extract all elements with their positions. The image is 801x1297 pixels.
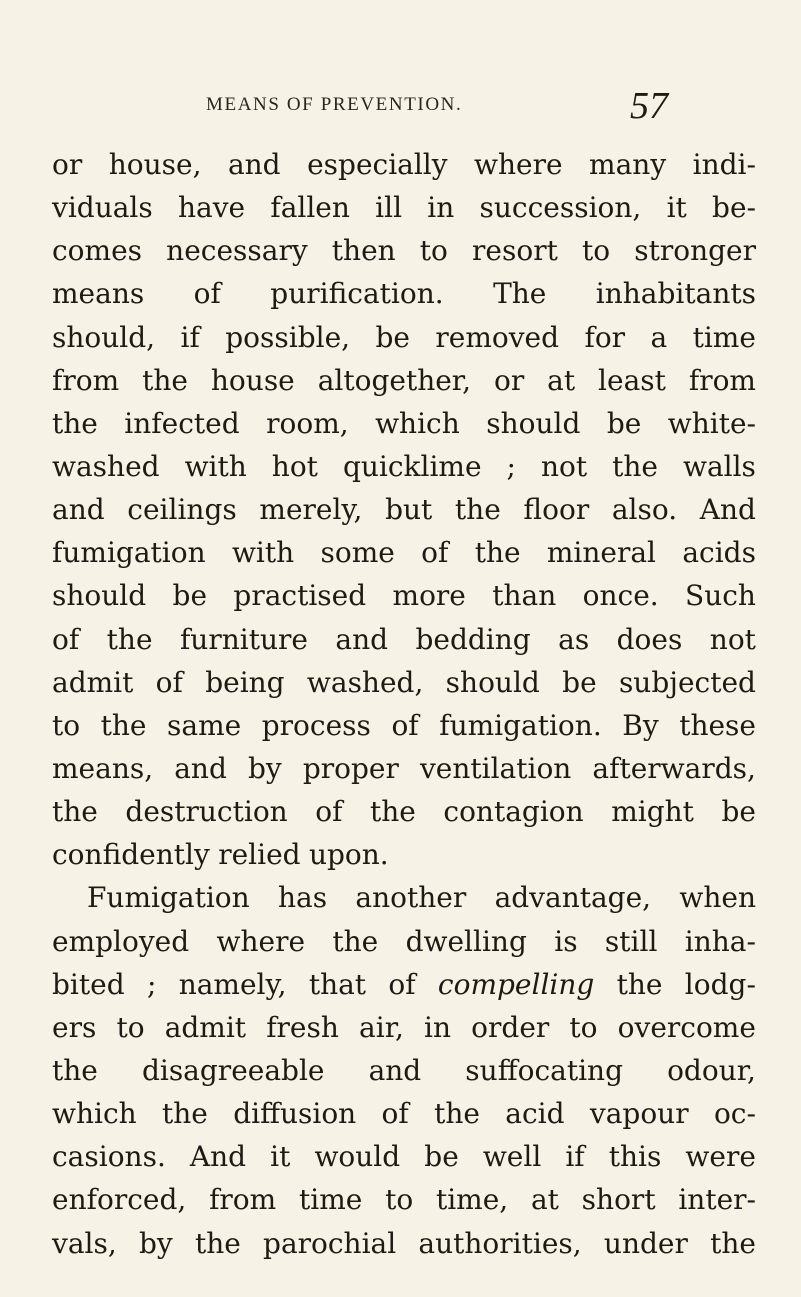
- word: succession,: [479, 191, 642, 225]
- word: the: [142, 363, 188, 397]
- word: And: [699, 493, 756, 527]
- text-line: [52, 186, 756, 229]
- word: upon.: [308, 838, 389, 872]
- word: a: [650, 320, 668, 354]
- text-line: [52, 1222, 756, 1265]
- word: another: [355, 881, 467, 915]
- word: comes: [52, 234, 143, 268]
- text-line: [52, 661, 756, 704]
- word: By: [622, 708, 659, 742]
- word: removed: [435, 320, 560, 354]
- word: when: [679, 881, 756, 915]
- page-number: 57: [630, 85, 668, 127]
- word: ill: [375, 191, 403, 225]
- word: should: [52, 579, 147, 613]
- word: well: [482, 1140, 542, 1174]
- word: casions.: [52, 1140, 166, 1174]
- word: from: [688, 363, 756, 397]
- word: fresh: [266, 1010, 339, 1044]
- word: diffusion: [233, 1097, 357, 1131]
- word: the: [434, 1097, 480, 1131]
- word: where: [474, 148, 563, 181]
- word: and: [368, 1053, 422, 1087]
- word: to: [385, 1183, 414, 1217]
- word: be: [172, 579, 208, 613]
- word: where: [216, 924, 306, 958]
- word: and: [227, 148, 281, 181]
- word: lodg-: [684, 967, 756, 1001]
- word: the: [612, 449, 658, 483]
- word: and: [335, 622, 389, 656]
- word: process: [261, 708, 371, 742]
- word: least: [598, 363, 666, 397]
- word: indi-: [692, 148, 756, 181]
- word: house,: [108, 148, 202, 181]
- text-line-paragraph-end: [52, 833, 756, 876]
- word: for: [584, 320, 626, 354]
- word: at: [530, 1183, 559, 1217]
- text-line: [52, 574, 756, 617]
- word: the: [52, 795, 98, 829]
- word: fumigation.: [439, 708, 602, 742]
- word: the: [474, 536, 521, 570]
- text-line: [52, 359, 756, 402]
- word: of: [421, 536, 449, 570]
- word: is: [554, 924, 578, 958]
- word: of: [381, 1097, 409, 1131]
- word: of: [315, 795, 343, 829]
- word: overcome: [617, 1010, 756, 1044]
- word: vals,: [52, 1226, 117, 1260]
- text-line: [52, 143, 756, 186]
- word: especially: [307, 148, 448, 181]
- word: mineral: [546, 536, 657, 570]
- word: relied: [218, 838, 301, 872]
- word: means,: [52, 751, 154, 785]
- word: have: [177, 191, 246, 225]
- word: were: [685, 1140, 756, 1174]
- text-line: [52, 229, 756, 272]
- word: the: [194, 1226, 241, 1260]
- word: advantage,: [494, 881, 652, 915]
- text-line: [52, 747, 756, 790]
- word: oc-: [713, 1097, 756, 1131]
- word: compelling: [437, 967, 595, 1001]
- word: from: [52, 363, 120, 397]
- word: fumigation: [52, 536, 206, 570]
- word: of: [155, 665, 183, 699]
- word: same: [167, 708, 242, 742]
- word: not: [709, 622, 756, 656]
- word: that: [308, 967, 367, 1001]
- word: subjected: [618, 665, 756, 699]
- word: walls: [682, 449, 756, 483]
- word: inter-: [678, 1183, 756, 1217]
- word: fallen: [270, 191, 350, 225]
- text-line: [52, 272, 756, 315]
- word: room,: [266, 406, 349, 440]
- word: enforced,: [52, 1183, 187, 1217]
- word: bited: [52, 967, 125, 1001]
- word: disagreeable: [141, 1053, 325, 1087]
- word: and: [174, 751, 227, 785]
- word: should: [445, 665, 540, 699]
- word: with: [184, 449, 247, 483]
- word: viduals: [52, 191, 153, 225]
- text-line: [52, 920, 756, 963]
- word: more: [392, 579, 466, 613]
- word: if: [565, 1140, 585, 1174]
- word: from: [209, 1183, 277, 1217]
- body-text: [52, 143, 756, 1265]
- word: time: [692, 320, 756, 354]
- word: dwelling: [405, 924, 527, 958]
- word: altogether,: [317, 363, 472, 397]
- word: of: [193, 277, 221, 311]
- word: confidently: [52, 838, 210, 872]
- word: white-: [667, 406, 756, 440]
- word: be: [375, 320, 410, 354]
- running-head: [40, 85, 760, 128]
- word: ;: [506, 449, 516, 483]
- word: which: [52, 1097, 137, 1131]
- word: would: [314, 1140, 401, 1174]
- word: to: [419, 234, 448, 268]
- text-line: [52, 488, 756, 531]
- word: to: [116, 1010, 145, 1044]
- word: once.: [582, 579, 659, 613]
- word: practised: [233, 579, 367, 613]
- word: The: [493, 277, 547, 311]
- word: the: [710, 1226, 756, 1260]
- text-line: [52, 316, 756, 359]
- word: also.: [611, 493, 678, 527]
- text-line: [52, 402, 756, 445]
- word: employed: [52, 924, 190, 958]
- word: inha-: [684, 924, 756, 958]
- text-line: [52, 1049, 756, 1092]
- word: if: [180, 320, 200, 354]
- word: this: [608, 1140, 662, 1174]
- word: and: [52, 493, 105, 527]
- word: house: [210, 363, 295, 397]
- word: contagion: [443, 795, 584, 829]
- word: afterwards,: [592, 751, 756, 785]
- text-line: [52, 790, 756, 833]
- word: purification.: [270, 277, 444, 311]
- word: be: [721, 795, 756, 829]
- word: infected: [124, 406, 240, 440]
- word: ;: [146, 967, 157, 1001]
- word: the: [106, 622, 153, 656]
- word: the: [616, 967, 663, 1001]
- word: inhabitants: [595, 277, 756, 311]
- word: to: [581, 234, 611, 268]
- word: washed,: [306, 665, 424, 699]
- word: still: [604, 924, 658, 958]
- text-line-paragraph-start: [52, 876, 756, 919]
- word: then: [331, 234, 396, 268]
- text-line: [52, 1178, 756, 1221]
- word: odour,: [667, 1053, 756, 1087]
- word: furniture: [179, 622, 308, 656]
- word: proper: [302, 751, 399, 785]
- word: ventilation: [419, 751, 572, 785]
- word: but: [385, 493, 433, 527]
- text-line: [52, 1092, 756, 1135]
- word: the: [52, 1053, 98, 1087]
- word: possible,: [225, 320, 351, 354]
- word: at: [547, 363, 576, 397]
- text-line: [52, 963, 756, 1006]
- word: does: [616, 622, 683, 656]
- word: admit: [164, 1010, 247, 1044]
- text-line: [52, 1006, 756, 1049]
- word: by: [247, 751, 282, 785]
- word: be: [562, 665, 597, 699]
- word: by: [138, 1226, 173, 1260]
- text-line: [52, 445, 756, 488]
- word: be-: [712, 191, 756, 225]
- word: should: [486, 406, 581, 440]
- word: vapour: [589, 1097, 689, 1131]
- word: many: [589, 148, 667, 181]
- text-line: [52, 618, 756, 661]
- word: it: [270, 1140, 291, 1174]
- word: quicklime: [342, 449, 482, 483]
- word: time: [298, 1183, 363, 1217]
- word: being: [205, 665, 285, 699]
- word: floor: [523, 493, 590, 527]
- word: the: [332, 924, 379, 958]
- word: namely,: [178, 967, 287, 1001]
- word: the: [100, 708, 147, 742]
- word: Such: [685, 579, 756, 613]
- word: resort: [472, 234, 558, 268]
- text-line: [52, 531, 756, 574]
- word: parochial: [263, 1226, 397, 1260]
- word: to: [569, 1010, 598, 1044]
- word: And: [189, 1140, 247, 1174]
- word: to: [52, 708, 81, 742]
- word: air,: [359, 1010, 404, 1044]
- word: should,: [52, 320, 156, 354]
- word: admit: [52, 665, 134, 699]
- word: of: [388, 967, 416, 1001]
- word: suffocating: [465, 1053, 623, 1087]
- word: has: [278, 881, 328, 915]
- word: as: [558, 622, 590, 656]
- word: which: [375, 406, 460, 440]
- word: short: [581, 1183, 656, 1217]
- word: with: [231, 536, 295, 570]
- word: stronger: [634, 234, 756, 268]
- word: some: [320, 536, 395, 570]
- word: not: [540, 449, 588, 483]
- word: hot: [271, 449, 318, 483]
- text-line: [52, 1135, 756, 1178]
- word: Fumigation: [87, 881, 250, 915]
- word: it: [666, 191, 687, 225]
- text-line: [52, 704, 756, 747]
- word: authorities,: [418, 1226, 582, 1260]
- word: under: [603, 1226, 688, 1260]
- word: of: [391, 708, 419, 742]
- word: ceilings: [127, 493, 237, 527]
- word: the: [52, 406, 98, 440]
- word: necessary: [166, 234, 308, 268]
- word: destruction: [125, 795, 288, 829]
- word: in: [424, 1010, 452, 1044]
- word: acids: [682, 536, 756, 570]
- word: time,: [435, 1183, 509, 1217]
- word: the: [162, 1097, 208, 1131]
- word: of: [52, 622, 80, 656]
- word: acid: [505, 1097, 565, 1131]
- word: be: [606, 406, 642, 440]
- word: the: [454, 493, 501, 527]
- word: might: [611, 795, 694, 829]
- word: ers: [52, 1010, 97, 1044]
- word: merely,: [259, 493, 363, 527]
- word: the: [370, 795, 416, 829]
- word: or: [493, 363, 525, 397]
- word: or: [52, 148, 83, 181]
- word: washed: [52, 449, 160, 483]
- word: than: [492, 579, 557, 613]
- word: order: [471, 1010, 550, 1044]
- word: bedding: [415, 622, 531, 656]
- word: these: [679, 708, 756, 742]
- running-title: MEANS OF PREVENTION.: [206, 94, 463, 115]
- word: be: [424, 1140, 459, 1174]
- word: means: [52, 277, 145, 311]
- word: in: [427, 191, 455, 225]
